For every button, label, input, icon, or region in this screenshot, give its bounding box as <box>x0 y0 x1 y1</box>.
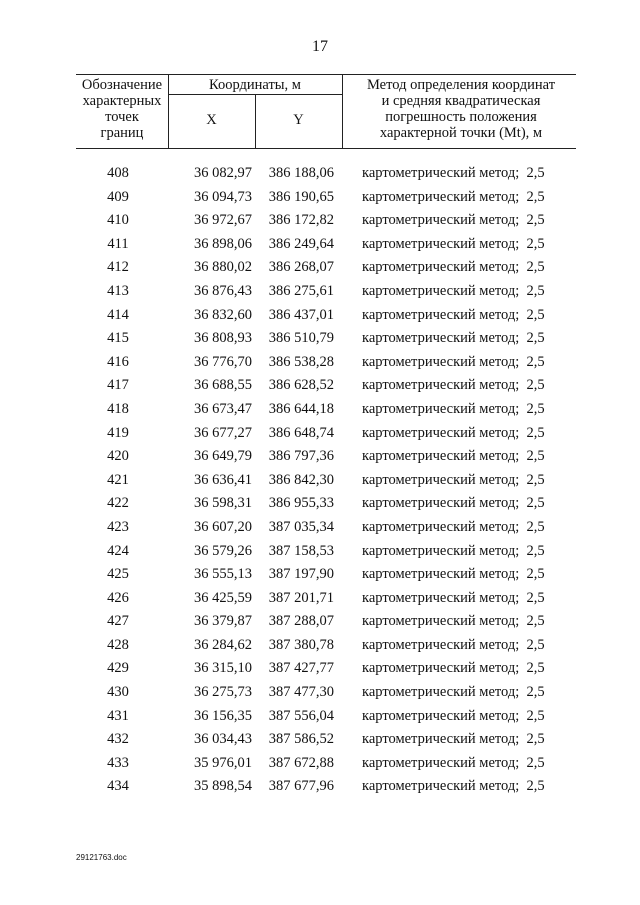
point-id: 412 <box>107 259 129 276</box>
method: картометрический метод; 2,5 <box>362 566 545 583</box>
table-row <box>0 729 640 753</box>
table-row <box>0 187 640 211</box>
table-row <box>0 564 640 588</box>
header-method-line: погрешность положения <box>385 109 537 125</box>
method: картометрический метод; 2,5 <box>362 212 545 229</box>
point-id: 408 <box>107 165 129 181</box>
coord-x: 35 976,01 <box>194 754 252 771</box>
method: картометрический метод; 2,5 <box>362 731 545 748</box>
method: картометрический метод; 2,5 <box>362 330 545 347</box>
coord-y: 387 035,34 <box>268 518 334 535</box>
point-id: 426 <box>107 589 129 606</box>
point-id: 421 <box>107 471 129 488</box>
coord-x: 36 636,41 <box>194 471 252 488</box>
coord-x: 36 673,47 <box>194 400 252 417</box>
table-row <box>0 234 640 258</box>
method: картометрический метод; 2,5 <box>362 518 545 535</box>
method: картометрический метод; 2,5 <box>362 448 545 465</box>
table-row <box>0 423 640 447</box>
method: картометрический метод; 2,5 <box>362 353 545 370</box>
point-id: 410 <box>107 212 129 229</box>
coord-y: 387 677,96 <box>268 778 334 795</box>
method: картометрический метод; 2,5 <box>362 589 545 606</box>
coord-x: 35 898,54 <box>194 778 252 795</box>
table-row <box>0 753 640 777</box>
header-designation-line: характерных <box>82 93 162 109</box>
point-id: 430 <box>107 684 129 701</box>
table-row <box>0 493 640 517</box>
table-row <box>0 163 640 187</box>
table-row <box>0 588 640 612</box>
table-row <box>0 517 640 541</box>
coord-x: 36 898,06 <box>194 235 252 252</box>
point-id: 424 <box>107 542 129 559</box>
method: картометрический метод; 2,5 <box>362 660 545 677</box>
coord-x: 36 776,70 <box>194 353 252 370</box>
coord-x: 36 607,20 <box>194 518 252 535</box>
header-top-border <box>76 74 576 75</box>
coord-x: 36 315,10 <box>194 660 252 677</box>
coord-x: 36 555,13 <box>194 566 252 583</box>
method: картометрический метод; 2,5 <box>362 684 545 701</box>
coord-y: 387 197,90 <box>268 566 334 583</box>
point-id: 422 <box>107 495 129 512</box>
coord-y: 387 477,30 <box>268 684 334 701</box>
coord-y: 387 427,77 <box>268 660 334 677</box>
point-id: 413 <box>107 282 129 299</box>
header-designation-line: границ <box>100 125 144 141</box>
coord-x: 36 808,93 <box>194 330 252 347</box>
method: картометрический метод; 2,5 <box>362 400 545 417</box>
point-id: 409 <box>107 188 129 205</box>
coord-y: 387 201,71 <box>268 589 334 606</box>
coord-x: 36 275,73 <box>194 684 252 701</box>
coord-y: 387 288,07 <box>268 613 334 630</box>
table-row <box>0 305 640 329</box>
coord-y: 387 586,52 <box>268 731 334 748</box>
coord-x: 36 832,60 <box>194 306 252 323</box>
page-number: 17 <box>312 38 328 55</box>
coord-x: 36 034,43 <box>194 731 252 748</box>
header-method-line: характерной точки (Mt), м <box>379 125 543 141</box>
table-row <box>0 706 640 730</box>
point-id: 425 <box>107 566 129 583</box>
method: картометрический метод; 2,5 <box>362 542 545 559</box>
table-row <box>0 611 640 635</box>
coord-y: 386 437,01 <box>268 306 334 323</box>
header-x: X <box>206 112 217 128</box>
coord-y: 386 190,65 <box>268 188 334 205</box>
coord-y: 386 268,07 <box>268 259 334 276</box>
table-row <box>0 352 640 376</box>
coord-x: 36 649,79 <box>194 448 252 465</box>
table-row <box>0 682 640 706</box>
method: картометрический метод; 2,5 <box>362 495 545 512</box>
point-id: 417 <box>107 377 129 394</box>
coord-x: 36 379,87 <box>194 613 252 630</box>
point-id: 433 <box>107 754 129 771</box>
table-row <box>0 635 640 659</box>
coord-x: 36 876,43 <box>194 282 252 299</box>
coord-y: 386 797,36 <box>268 448 334 465</box>
coord-x: 36 579,26 <box>194 542 252 559</box>
table-row <box>0 776 640 800</box>
point-id: 420 <box>107 448 129 465</box>
coord-y: 386 275,61 <box>268 282 334 299</box>
coord-y: 386 628,52 <box>268 377 334 394</box>
table-row <box>0 658 640 682</box>
header-bottom-border <box>76 148 576 149</box>
method: картометрический метод; 2,5 <box>362 188 545 205</box>
point-id: 415 <box>107 330 129 347</box>
point-id: 419 <box>107 424 129 441</box>
method: картометрический метод; 2,5 <box>362 471 545 488</box>
point-id: 427 <box>107 613 129 630</box>
header-coordinates: Координаты, м <box>209 77 301 93</box>
header-designation-line: Обозначение <box>81 77 163 93</box>
method: картометрический метод; 2,5 <box>362 707 545 724</box>
coord-x: 36 094,73 <box>194 188 252 205</box>
coord-y: 386 648,74 <box>268 424 334 441</box>
method: картометрический метод; 2,5 <box>362 424 545 441</box>
coord-x: 36 972,67 <box>194 212 252 229</box>
coord-x: 36 284,62 <box>194 636 252 653</box>
table-row <box>0 210 640 234</box>
point-id: 423 <box>107 518 129 535</box>
point-id: 414 <box>107 306 129 323</box>
point-id: 416 <box>107 353 129 370</box>
table-row <box>0 375 640 399</box>
method: картометрический метод; 2,5 <box>362 377 545 394</box>
method: картометрический метод; 2,5 <box>362 306 545 323</box>
coord-y: 387 380,78 <box>268 636 334 653</box>
coord-x: 36 598,31 <box>194 495 252 512</box>
method: картометрический метод; 2,5 <box>362 778 545 795</box>
point-id: 411 <box>107 235 129 252</box>
coord-y: 386 842,30 <box>268 471 334 488</box>
coord-y: 386 188,06 <box>268 165 334 181</box>
header-method-line: и средняя квадратическая <box>381 93 541 109</box>
header-method-line: Метод определения координат <box>366 77 556 93</box>
coord-x: 36 425,59 <box>194 589 252 606</box>
point-id: 432 <box>107 731 129 748</box>
method: картометрический метод; 2,5 <box>362 636 545 653</box>
method: картометрический метод; 2,5 <box>362 613 545 630</box>
table-row <box>0 328 640 352</box>
coord-y: 386 510,79 <box>268 330 334 347</box>
coord-y: 386 172,82 <box>268 212 334 229</box>
coord-x: 36 688,55 <box>194 377 252 394</box>
table-body <box>0 163 640 800</box>
coord-y: 386 644,18 <box>268 400 334 417</box>
coord-y: 387 556,04 <box>268 707 334 724</box>
header-y: Y <box>293 112 304 128</box>
method: картометрический метод; 2,5 <box>362 235 545 252</box>
point-id: 418 <box>107 400 129 417</box>
method: картометрический метод; 2,5 <box>362 754 545 771</box>
point-id: 431 <box>107 707 129 724</box>
point-id: 434 <box>107 778 129 795</box>
coord-y: 386 249,64 <box>268 235 334 252</box>
table-row <box>0 281 640 305</box>
table-row <box>0 399 640 423</box>
point-id: 429 <box>107 660 129 677</box>
file-name: 29121763.doc <box>76 853 127 862</box>
coord-y: 387 158,53 <box>268 542 334 559</box>
header-method <box>342 77 580 141</box>
table-row <box>0 541 640 565</box>
coord-x: 36 082,97 <box>194 165 252 181</box>
coord-x: 36 677,27 <box>194 424 252 441</box>
coord-y: 386 955,33 <box>268 495 334 512</box>
coord-y: 387 672,88 <box>268 754 334 771</box>
table-row <box>0 446 640 470</box>
coord-x: 36 156,35 <box>194 707 252 724</box>
header-designation-line: точек <box>105 109 139 125</box>
coord-y: 386 538,28 <box>268 353 334 370</box>
table-row <box>0 257 640 281</box>
header-designation <box>76 77 168 141</box>
table-row <box>0 470 640 494</box>
coord-x: 36 880,02 <box>194 259 252 276</box>
method: картометрический метод; 2,5 <box>362 165 545 181</box>
point-id: 428 <box>107 636 129 653</box>
method: картометрический метод; 2,5 <box>362 259 545 276</box>
method: картометрический метод; 2,5 <box>362 282 545 299</box>
